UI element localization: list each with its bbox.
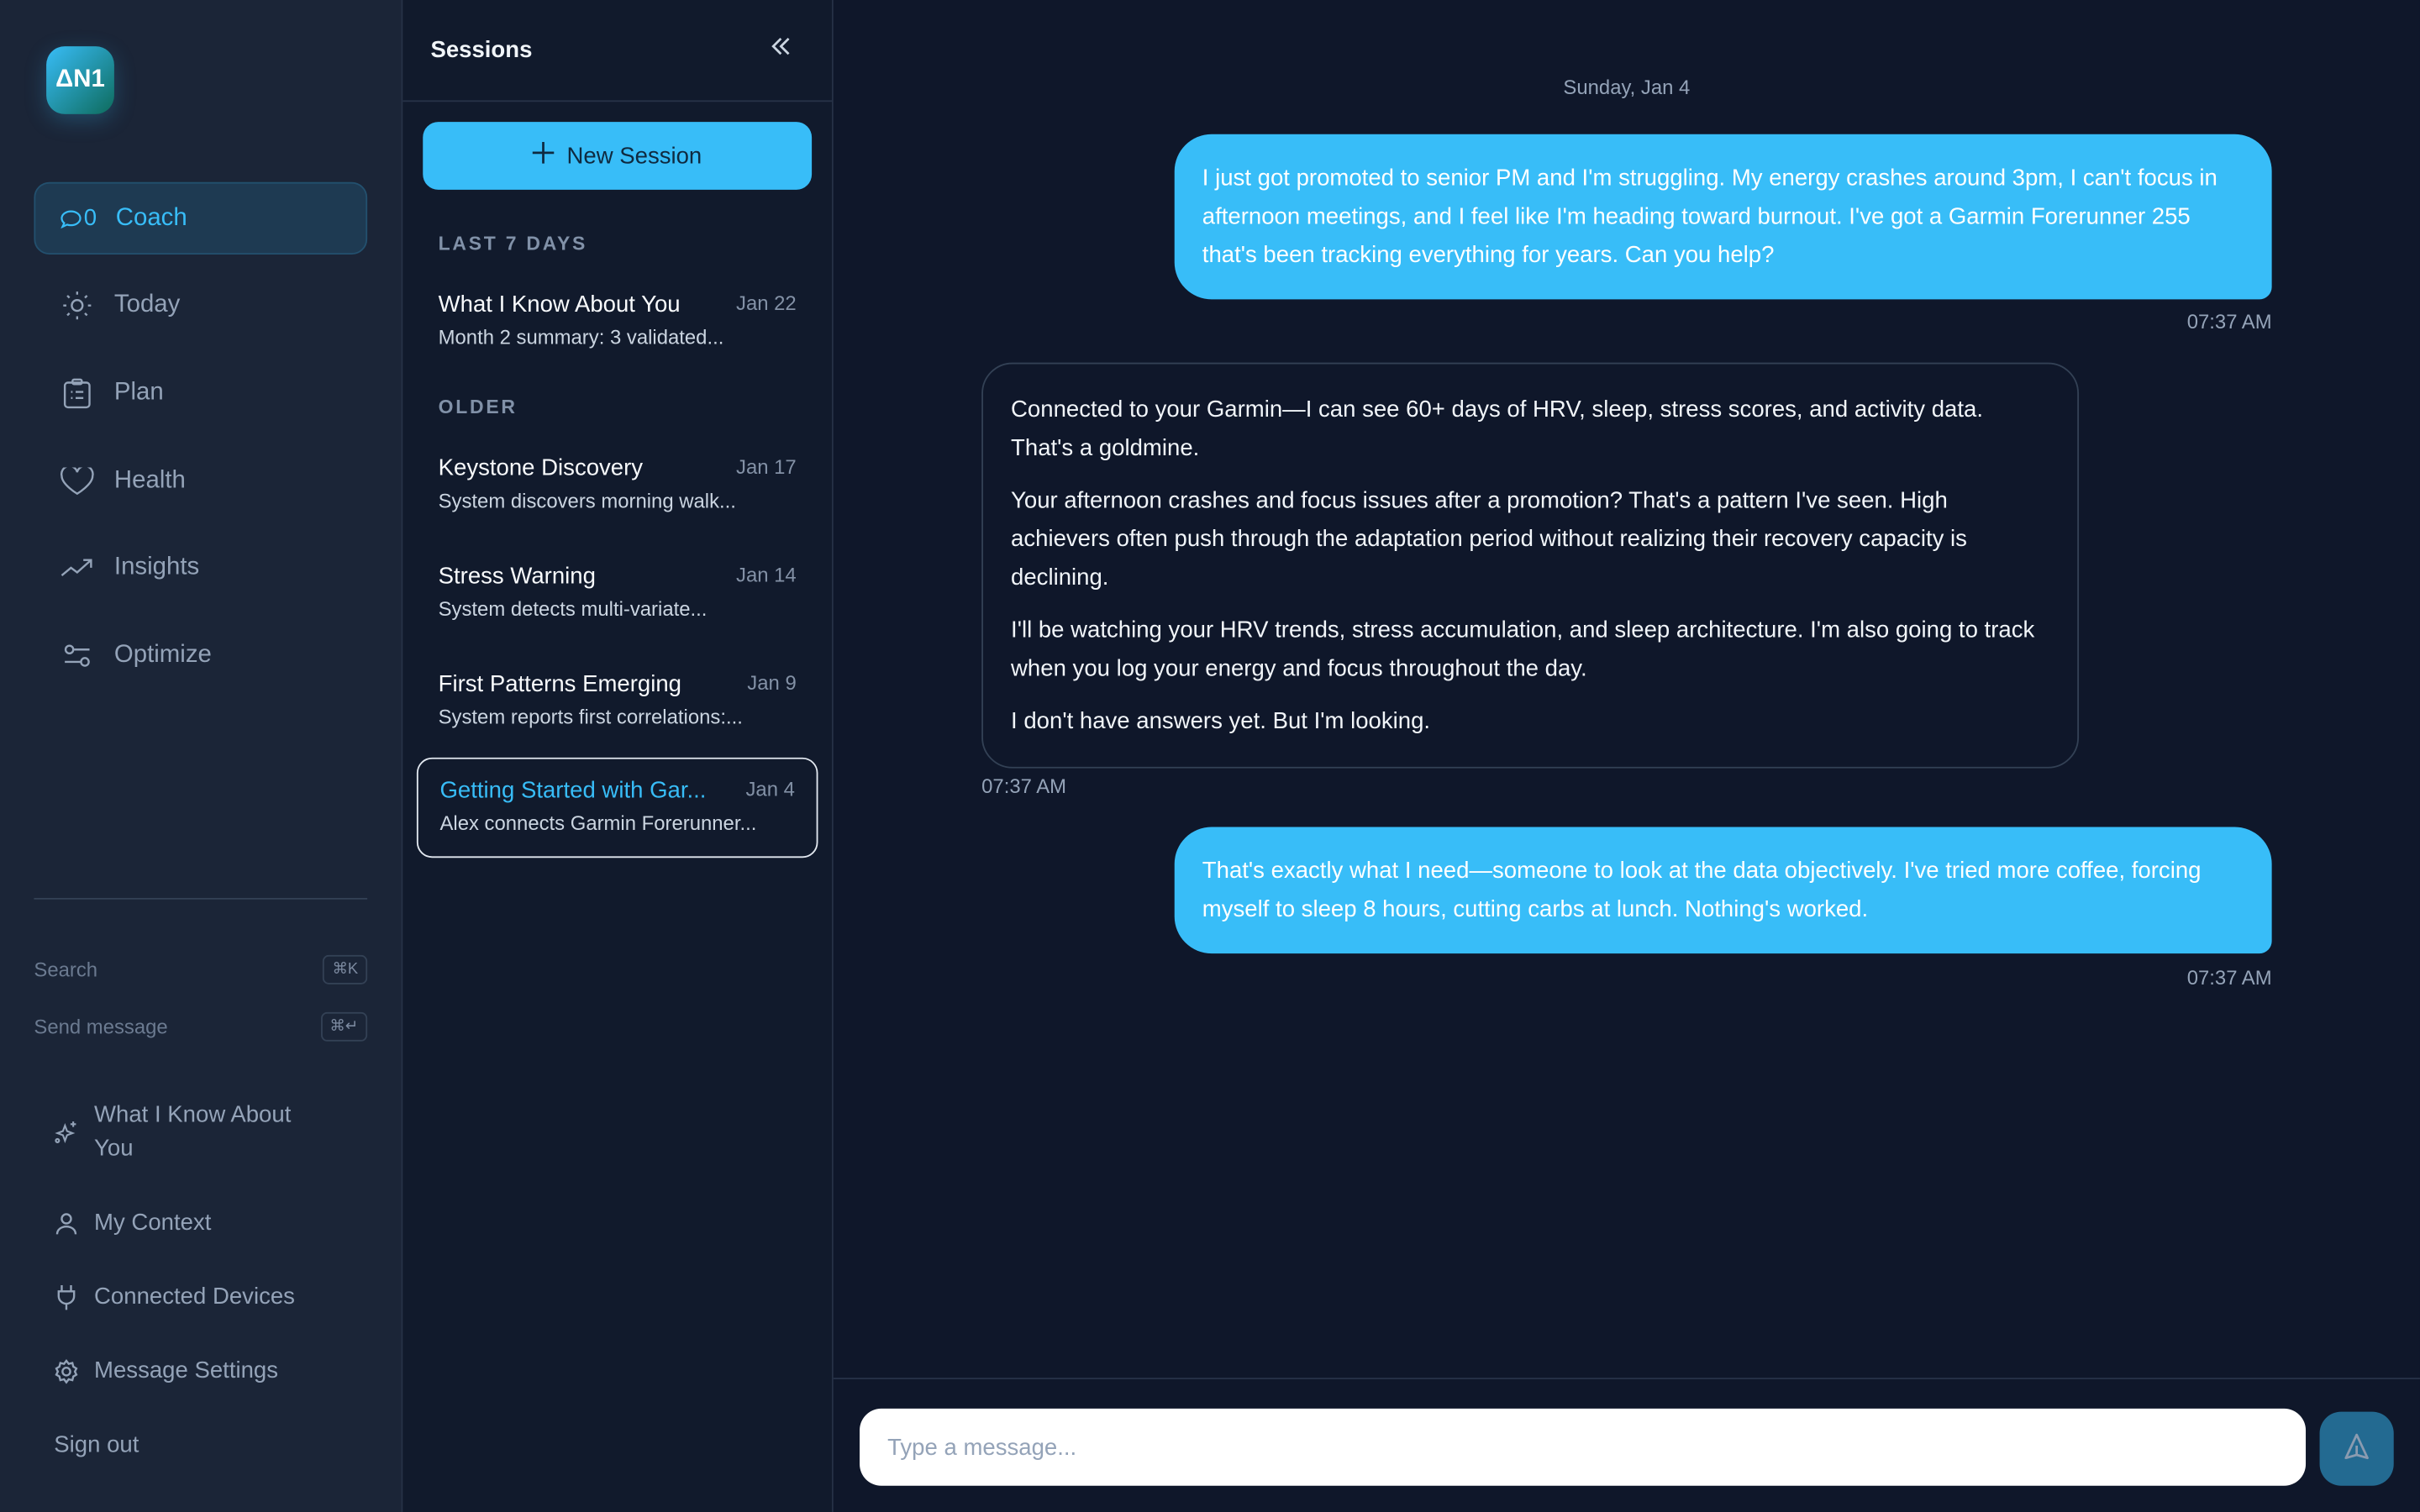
session-item[interactable] xyxy=(417,276,818,376)
clipboard-icon xyxy=(59,378,96,409)
message-text: That's exactly what I need—someone to look at the data objectively. I've tried more coffee, forcing myself to sleep 8 hours, cutting carbs at lunch. Nothing's worked. xyxy=(1202,858,2202,923)
shortcut-keys: ⌘K xyxy=(323,955,367,984)
nav-label: What I Know About You xyxy=(94,1101,292,1163)
nav-item-optimize[interactable] xyxy=(34,619,367,691)
date-divider: Sunday, Jan 4 xyxy=(1563,75,1691,99)
sign-out-button[interactable] xyxy=(54,1429,362,1462)
shortcut-label: Send message xyxy=(34,1015,168,1039)
nav-item-insights[interactable] xyxy=(34,532,367,604)
nav-label: Message Settings xyxy=(94,1357,279,1384)
shortcut-send[interactable] xyxy=(34,1012,367,1042)
nav-my-context[interactable] xyxy=(54,1206,362,1240)
message-input[interactable] xyxy=(860,1409,2306,1486)
plus-icon xyxy=(533,142,555,170)
sidebar-divider xyxy=(34,898,367,900)
shortcut-search[interactable] xyxy=(34,955,367,984)
user-message xyxy=(1175,827,2272,953)
nav-item-health[interactable] xyxy=(34,444,367,517)
session-title: Keystone Discovery xyxy=(438,454,644,482)
session-date: Jan 22 xyxy=(736,291,797,315)
message-time: 07:37 AM xyxy=(981,774,1067,798)
sessions-title: Sessions xyxy=(430,37,533,64)
nav-item-plan[interactable] xyxy=(34,357,367,429)
session-item[interactable] xyxy=(417,656,818,756)
sparkles-icon xyxy=(54,1119,78,1147)
gear-icon xyxy=(54,1359,78,1383)
heart-icon xyxy=(59,465,96,496)
session-date: Jan 9 xyxy=(747,670,797,695)
sliders-icon xyxy=(59,640,96,671)
nav-label: Today xyxy=(113,291,181,318)
main-nav xyxy=(34,182,367,707)
session-preview: Month 2 summary: 3 validated... xyxy=(438,325,724,349)
nav-label: Connected Devices xyxy=(94,1284,295,1310)
shortcut-keys: ⌘↵ xyxy=(320,1012,367,1042)
nav-connected-devices[interactable] xyxy=(54,1280,362,1314)
nav-item-coach[interactable] xyxy=(34,182,367,255)
app-logo[interactable] xyxy=(46,46,114,114)
message-time: 07:37 AM xyxy=(2186,965,2272,990)
session-date: Jan 17 xyxy=(736,454,797,479)
message-paragraph: Connected to your Garmin—I can see 60+ days of HRV, sleep, stress scores, and activity data. That's a goldmine. xyxy=(1011,396,1983,462)
nav-label: Coach xyxy=(115,204,187,231)
send-icon xyxy=(2341,1431,2372,1467)
session-preview: System detects multi-variate... xyxy=(438,596,708,621)
session-item[interactable] xyxy=(417,548,818,648)
session-preview: System discovers morning walk... xyxy=(438,489,736,512)
session-date: Jan 4 xyxy=(745,777,795,801)
secondary-nav xyxy=(54,1099,362,1503)
new-session-label: New Session xyxy=(566,142,702,170)
message-paragraph: I'll be watching your HRV trends, stress accumulation, and sleep architecture. I'm also going to track when you log your energy and focus throughout the day. xyxy=(1011,617,2035,682)
chat-area xyxy=(834,0,2420,1512)
session-date: Jan 14 xyxy=(736,563,797,586)
assistant-message xyxy=(981,363,2079,769)
nav-label: Insights xyxy=(113,554,200,581)
sidebar xyxy=(0,0,402,1512)
nav-label: Optimize xyxy=(113,641,212,669)
session-preview: System reports first correlations:... xyxy=(438,705,743,728)
message-text: I just got promoted to senior PM and I'm struggling. My energy crashes around 3pm, I can't focus in afternoon meetings, and I feel like I'm heading toward burnout. I've got a Garmin Forerunner 255 that's been tracking everything for years. Can you help? xyxy=(1202,165,2217,269)
composer xyxy=(834,1378,2420,1512)
session-title: Stress Warning xyxy=(438,563,596,590)
coach-badge: 0 xyxy=(83,205,97,232)
sun-icon xyxy=(59,291,96,322)
sessions-panel xyxy=(402,0,833,1512)
session-item[interactable] xyxy=(417,439,818,539)
session-preview: Alex connects Garmin Forerunner... xyxy=(439,811,757,835)
nav-label: My Context xyxy=(94,1209,212,1236)
session-title: Getting Started with Gar... xyxy=(439,777,707,804)
session-title: First Patterns Emerging xyxy=(438,670,682,698)
group-label-older: OLDER xyxy=(438,396,518,418)
trending-icon xyxy=(59,553,96,584)
message-paragraph: Your afternoon crashes and focus issues after a promotion? That's a pattern I've seen. High achievers often push through the adaptation period without realizing their recovery capacity is declining. xyxy=(1011,487,1967,591)
sign-out-label: Sign out xyxy=(54,1431,139,1458)
sessions-header xyxy=(402,0,832,102)
nav-item-today[interactable] xyxy=(34,270,367,342)
nav-label: Plan xyxy=(113,379,164,406)
message-paragraph: I don't have answers yet. But I'm looking. xyxy=(1011,708,1431,735)
shortcut-label: Search xyxy=(34,958,98,982)
send-button[interactable] xyxy=(2320,1412,2394,1486)
plug-icon xyxy=(54,1284,78,1311)
group-label-last-7-days: LAST 7 DAYS xyxy=(438,233,588,255)
session-item-selected[interactable] xyxy=(417,758,818,858)
user-icon xyxy=(54,1211,78,1236)
nav-what-i-know[interactable] xyxy=(54,1099,362,1167)
new-session-button[interactable] xyxy=(423,122,812,190)
collapse-chevrons-icon[interactable] xyxy=(771,35,792,65)
session-title: What I Know About You xyxy=(438,291,681,318)
message-time: 07:37 AM xyxy=(2186,310,2272,333)
logo-text: ΔN1 xyxy=(55,66,105,93)
chat-icon xyxy=(60,203,97,234)
nav-message-settings[interactable] xyxy=(54,1355,362,1389)
nav-label: Health xyxy=(113,466,186,493)
user-message xyxy=(1175,134,2272,300)
